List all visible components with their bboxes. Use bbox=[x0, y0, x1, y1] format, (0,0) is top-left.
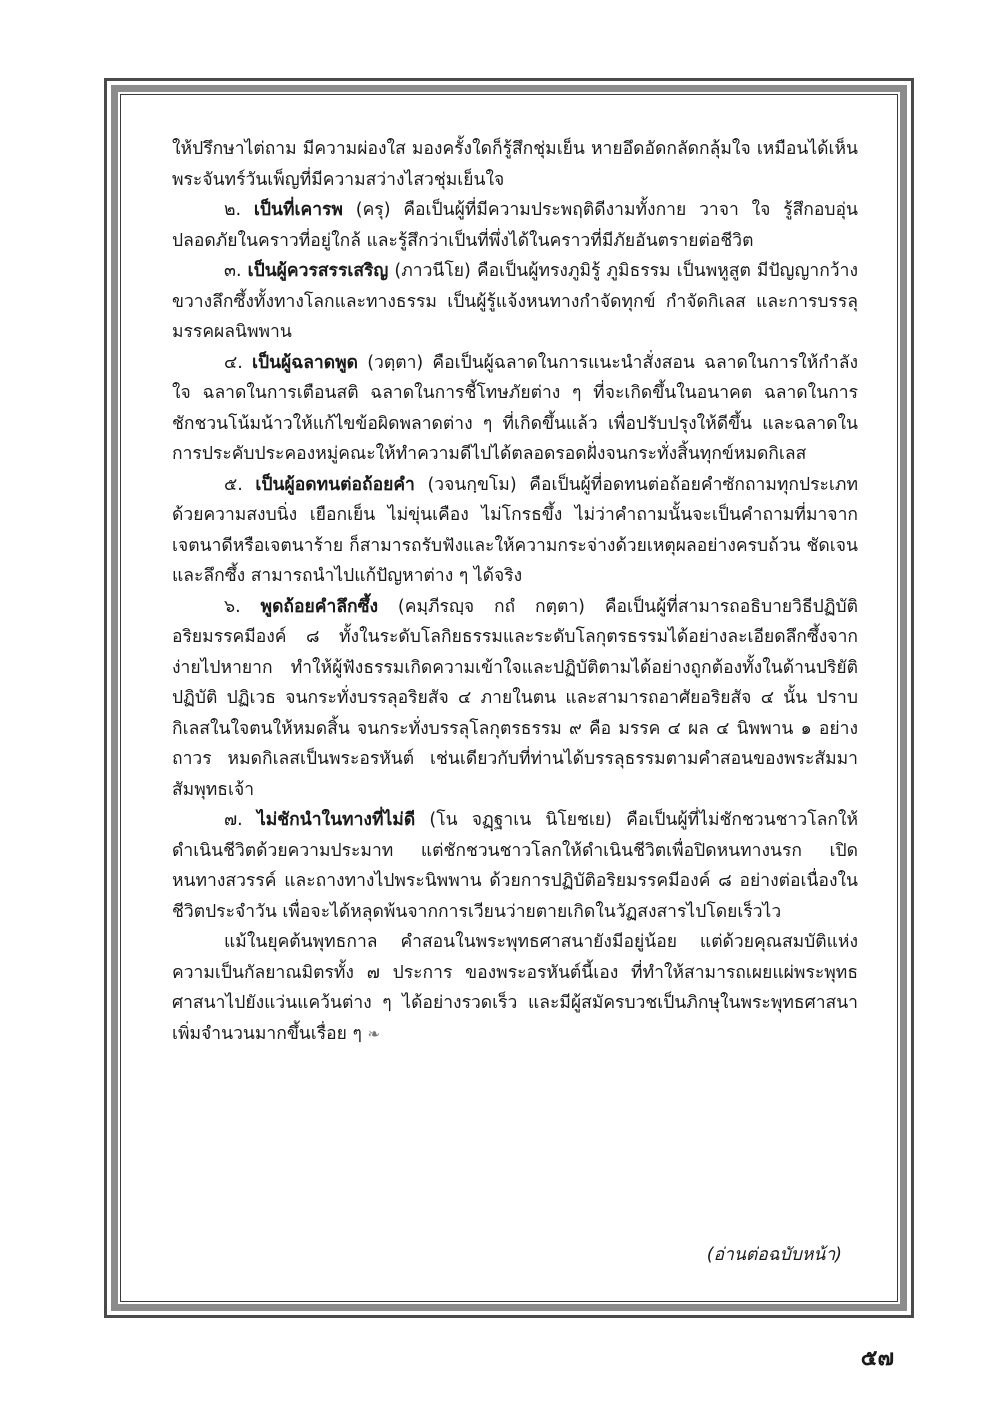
item-number: ๔. bbox=[224, 352, 243, 373]
paragraph-item-6 bbox=[172, 592, 858, 806]
item-title: ไม่ชักนำในทางที่ไม่ดี bbox=[256, 810, 416, 830]
paragraph-closing bbox=[172, 927, 858, 1049]
item-body: (วจนกฺขโม) คือเป็นผู้ที่อดทนต่อถ้อยคำซักถามทุกประเภทด้วยความสงบนิ่ง เยือกเย็น ไม่ขุ่นเคือง ไม่โกรธขึ้ง ไม่ว่าคำถามนั้นจะเป็นคำถามที่มาจากเจตนาดีหรือเจตนาร้าย ก็สามารถรับฟังและให้ความกระจ่างด้วยเหตุผลอย่างครบถ้วน ชัดเจนและลึกซึ้ง สามารถนำไปแก้ปัญหาต่าง ๆ ได้จริง bbox=[172, 474, 858, 586]
item-number: ๕. bbox=[224, 474, 243, 495]
item-number: ๗. bbox=[224, 810, 243, 830]
item-title: พูดถ้อยคำลึกซึ้ง bbox=[260, 596, 379, 617]
paragraph-item-3 bbox=[172, 256, 858, 348]
item-title: เป็นผู้ฉลาดพูด bbox=[251, 352, 359, 373]
item-body: (คมฺภีรญฺจ กถํ กตฺตา) คือเป็นผู้ที่สามารถอธิบายวิธีปฏิบัติอริยมรรคมีองค์ ๘ ทั้งในระดับโลกิยธรรมและระดับโลกุตรธรรมได้อย่างละเอียดลึกซึ้งจากง่ายไปหายาก ทำให้ผู้ฟังธรรมเกิดความเข้าใจและปฏิบัติตามได้อย่างถูกต้องทั้งในด้านปริยัติ ปฏิบัติ ปฏิเวธ จนกระทั่งบรรลุอริยสัจ ๔ ภายในตน และสามารถอาศัยอริยสัจ ๔ นั้น ปราบกิเลสในใจตนให้หมดสิ้น จนกระทั่งบรรลุโลกุตรธรรม ๙ คือ มรรค ๔ ผล ๔ นิพพาน ๑ อย่างถาวร หมดกิเลสเป็นพระอรหันต์ เช่นเดียวกับที่ท่านได้บรรลุธรรมตามคำสอนของพระสัมมาสัมพุทธเจ้า bbox=[172, 596, 858, 800]
paragraph-item-2 bbox=[172, 195, 858, 256]
article-body bbox=[172, 134, 858, 1049]
leaf-icon: ❧ bbox=[367, 1024, 381, 1043]
item-number: ๖. bbox=[224, 596, 241, 617]
paragraph-item-5 bbox=[172, 470, 858, 592]
item-body: (ครุ) คือเป็นผู้ที่มีความประพฤติดีงามทั้งกาย วาจา ใจ รู้สึกอบอุ่นปลอดภัยในคราวที่อยู่ใกล้ และรู้สึกว่าเป็นที่พึ่งได้ในคราวที่มีภัยอันตรายต่อชีวิต bbox=[172, 200, 858, 251]
item-title: เป็นผู้ควรสรรเสริญ bbox=[247, 261, 389, 281]
paragraph-intro: ให้ปรึกษาไต่ถาม มีความผ่องใส มองครั้งใดก็รู้สึกชุ่มเย็น หายอึดอัดกลัดกลุ้มใจ เหมือนได้เห็นพระจันทร์วันเพ็ญที่มีความสว่างไสวชุ่มเย็นใจ bbox=[172, 139, 858, 190]
item-body: (ภาวนีโย) คือเป็นผู้ทรงภูมิรู้ ภูมิธรรม เป็นพหูสูต มีปัญญากว้างขวางลึกซึ้งทั้งทางโลกและทางธรรม เป็นผู้รู้แจ้งหนทางกำจัดทุกข์ กำจัดกิเลส และการบรรลุมรรคผลนิพพาน bbox=[172, 261, 858, 342]
item-title: เป็นผู้อดทนต่อถ้อยคำ bbox=[255, 474, 415, 495]
continue-note: (อ่านต่อฉบับหน้า) bbox=[706, 1245, 842, 1265]
page-number: ๕๗ bbox=[860, 1346, 894, 1371]
item-number: ๒. bbox=[224, 200, 242, 220]
closing-text: แม้ในยุคต้นพุทธกาล คำสอนในพระพุทธศาสนายังมีอยู่น้อย แต่ด้วยคุณสมบัติแห่งความเป็นกัลยาณมิตรทั้ง ๗ ประการ ของพระอรหันต์นี้เอง ที่ทำให้สามารถเผยแผ่พระพุทธศาสนาไปยังแว่นแคว้นต่าง ๆ ได้อย่างรวดเร็ว และมีผู้สมัครบวชเป็นภิกษุในพระพุทธศาสนาเพิ่มจำนวนมากขึ้นเรื่อย ๆ bbox=[172, 932, 858, 1044]
item-body: (โน จฏฺฐาเน นิโยชเย) คือเป็นผู้ที่ไม่ชักชวนชาวโลกให้ดำเนินชีวิตด้วยความประมาท แต่ชักชวนชาวโลกให้ดำเนินชีวิตเพื่อปิดหนทางนรก เปิดหนทางสวรรค์ และถางทางไปพระนิพพาน ด้วยการปฏิบัติอริยมรรคมีองค์ ๘ อย่างต่อเนื่องในชีวิตประจำวัน เพื่อจะได้หลุดพ้นจากการเวียนว่ายตายเกิดในวัฏสงสารไปโดยเร็วไว bbox=[172, 810, 858, 922]
paragraph-item-4 bbox=[172, 348, 858, 470]
item-body: (วตฺตา) คือเป็นผู้ฉลาดในการแนะนำสั่งสอน ฉลาดในการให้กำลังใจ ฉลาดในการเตือนสติ ฉลาดในการชี้โทษภัยต่าง ๆ ที่จะเกิดขึ้นในอนาคต ฉลาดในการชักชวนโน้มน้าวให้แก้ไขข้อผิดพลาดต่าง ๆ ที่เกิดขึ้นแล้ว เพื่อปรับปรุงให้ดีขึ้น และฉลาดในการประคับประคองหมู่คณะให้ทำความดีไปได้ตลอดรอดฝั่งจนกระทั่งสิ้นทุกข์หมดกิเลส bbox=[172, 352, 858, 464]
item-title: เป็นที่เคารพ bbox=[253, 200, 343, 220]
item-number: ๓. bbox=[224, 261, 242, 281]
paragraph-item-7 bbox=[172, 805, 858, 927]
